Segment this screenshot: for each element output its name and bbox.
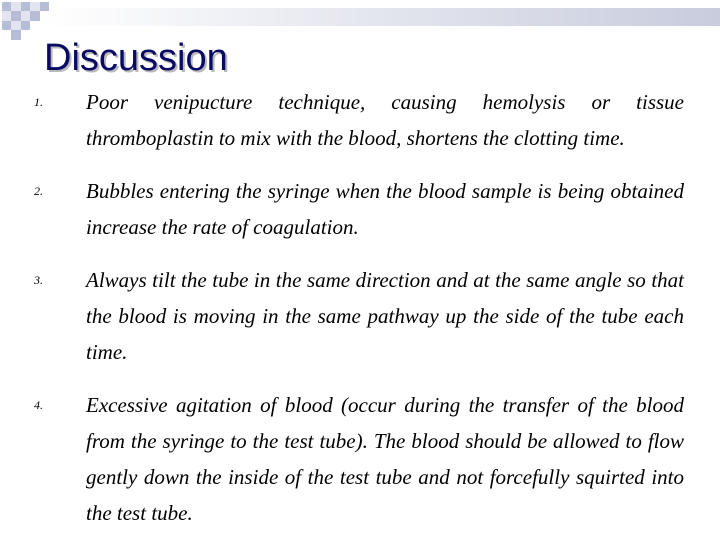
item-text: Excessive agitation of blood (occur during the transfer of the blood from the syringe to the test tube). The blood should be allowed to flow gently down the inside of the test tube and not forcefully squirted into the test tube. xyxy=(86,393,684,525)
item-text: Bubbles entering the syringe when the blood sample is being obtained increase the rate of coagulation. xyxy=(86,179,684,239)
discussion-list xyxy=(34,84,684,531)
header-gradient-bar xyxy=(40,8,720,26)
item-number: 3. xyxy=(34,273,43,287)
item-text: Always tilt the tube in the same direction and at the same angle so that the blood is moving in the same pathway up the side of the tube each time. xyxy=(86,268,684,364)
list-item xyxy=(34,84,684,156)
item-number: 4. xyxy=(34,398,43,412)
item-number: 2. xyxy=(34,184,43,198)
item-text: Poor venipucture technique, causing hemolysis or tissue thromboplastin to mix with the blood, shortens the clotting time. xyxy=(86,90,684,150)
list-item xyxy=(34,387,684,531)
page-title: Discussion xyxy=(44,37,228,79)
item-number: 1. xyxy=(34,95,43,109)
list-item xyxy=(34,173,684,245)
list-item xyxy=(34,262,684,370)
